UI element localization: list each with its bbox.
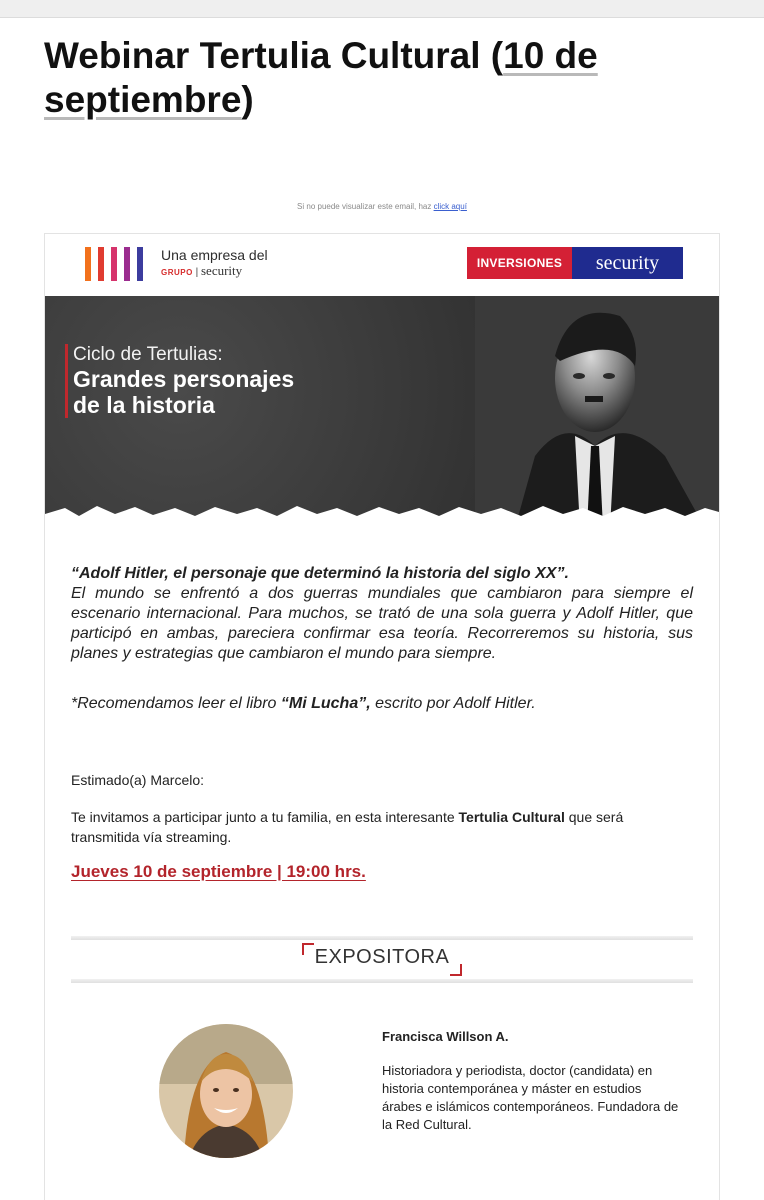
- speaker-section-title: EXPOSITORA: [314, 946, 450, 968]
- security-label: security: [572, 247, 683, 279]
- inversiones-label: INVERSIONES: [467, 247, 572, 279]
- view-online-link[interactable]: click aquí: [433, 202, 467, 211]
- grupo-line2: [161, 264, 268, 280]
- page-title-month: septiembre: [44, 79, 242, 120]
- page-title-end: ): [241, 79, 254, 120]
- event-description: [71, 564, 693, 664]
- speaker-name: Francisca Willson A.: [382, 1029, 509, 1044]
- divider-top: [71, 936, 693, 940]
- banner-title-line2: de la historia: [73, 392, 215, 418]
- rec-book: “Mi Lucha”,: [280, 695, 371, 712]
- page-title-part: Webinar Tertulia Cultural (: [44, 35, 504, 76]
- banner-title-line1: Grandes personajes: [73, 366, 295, 392]
- rec-suffix: escrito por Adolf Hitler.: [370, 695, 536, 712]
- color-bars-icon: [85, 247, 159, 281]
- bar-orange: [85, 247, 91, 281]
- invite-suffix: que será transmitida vía streaming.: [71, 809, 624, 845]
- grupo-line1: Una empresa del: [161, 247, 268, 263]
- inversiones-security-logo: [467, 247, 683, 279]
- page-title-date: 10 de: [503, 35, 598, 76]
- bracket-bottom-right: [450, 964, 462, 976]
- banner-text: [65, 344, 294, 418]
- hero-banner: [45, 296, 719, 528]
- browser-top-bar: [0, 0, 764, 18]
- banner-subtitle: Ciclo de Tertulias:: [73, 344, 223, 365]
- invitation-text: [71, 807, 693, 847]
- bar-purple: [124, 247, 130, 281]
- grupo-text: [161, 247, 268, 280]
- event-date: Jueves 10 de septiembre | 19:00 hrs.: [71, 862, 366, 881]
- rec-prefix: *Recomendamos leer el libro: [71, 695, 281, 712]
- grupo-brand: security: [201, 263, 243, 278]
- torn-edge: [45, 502, 719, 528]
- invite-prefix: Te invitamos a participar junto a tu familia, en esta interesante: [71, 809, 459, 825]
- grupo-label: GRUPO: [161, 268, 193, 277]
- grupo-separator: |: [192, 267, 201, 278]
- portrait-image: [475, 296, 719, 528]
- bar-pink: [111, 247, 117, 281]
- book-recommendation: [71, 695, 693, 713]
- greeting: Estimado(a) Marcelo:: [71, 772, 205, 788]
- speaker-avatar: [159, 1024, 293, 1158]
- event-quote: “Adolf Hitler, el personaje que determinó la historia del siglo XX”.: [71, 565, 569, 582]
- invite-bold: Tertulia Cultural: [458, 809, 565, 825]
- email-card: [44, 233, 720, 1200]
- page-title: [44, 34, 724, 122]
- grupo-security-logo: [85, 247, 295, 281]
- view-online-notice: [0, 202, 764, 211]
- bar-blue: [137, 247, 143, 281]
- speaker-bio: Historiadora y periodista, doctor (candidata) en historia contemporánea y máster en estudios árabes e islámicos contemporáneos. Fundadora de la Red Cultural.: [382, 1063, 679, 1132]
- event-paragraph: El mundo se enfrentó a dos guerras mundiales que cambiaron para siempre el escenario internacional. Para muchos, se trató de una sola guerra y Adolf Hitler, que participó en ambas, pareciera confirmar esa teoría. Recorreremos su historia, sus planes y estrategias que cambiaron el mundo para siempre.: [71, 585, 693, 662]
- bar-red: [98, 247, 104, 281]
- view-online-text: Si no puede visualizar este email, haz: [297, 202, 434, 211]
- divider-bottom: [71, 979, 693, 983]
